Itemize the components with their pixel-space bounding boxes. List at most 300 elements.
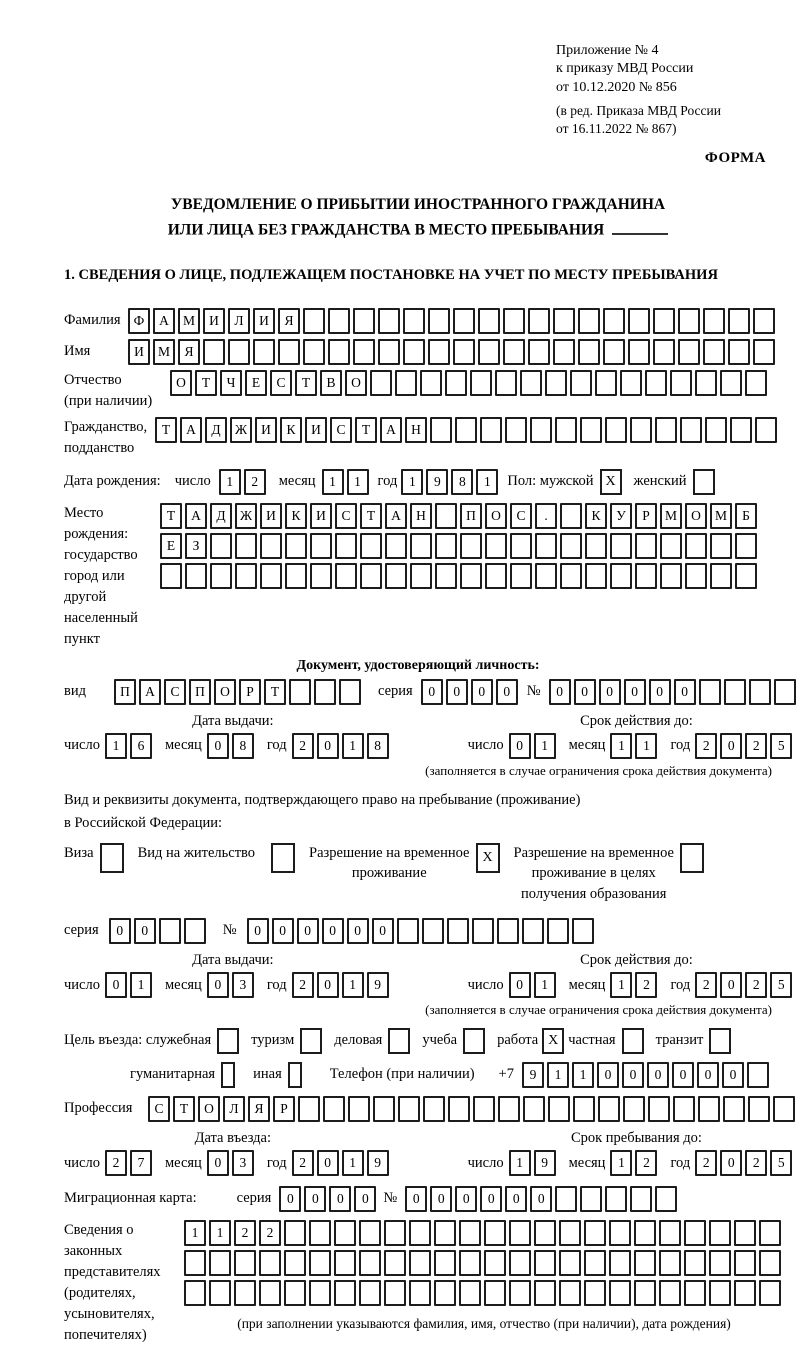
form-cell[interactable] [709,1280,731,1306]
form-cell[interactable]: И [260,503,282,529]
form-cell[interactable] [185,563,207,589]
form-cell[interactable] [259,1280,281,1306]
form-cell[interactable] [573,1096,595,1122]
form-cell[interactable]: Ф [128,308,150,334]
form-cell[interactable]: И [203,308,225,334]
form-cell[interactable]: 9 [367,1150,389,1176]
form-cell[interactable]: 0 [530,1186,552,1212]
form-cell[interactable] [428,308,450,334]
form-cell[interactable]: 0 [207,972,229,998]
purpose-study-checkbox[interactable] [463,1028,485,1054]
form-cell[interactable] [673,1096,695,1122]
form-cell[interactable] [753,339,775,365]
form-cell[interactable]: С [330,417,352,443]
form-cell[interactable]: 2 [745,733,767,759]
form-cell[interactable]: 5 [770,1150,792,1176]
form-cell[interactable] [628,308,650,334]
form-cell[interactable] [359,1220,381,1246]
form-cell[interactable] [655,417,677,443]
form-cell[interactable]: 2 [292,1150,314,1176]
form-cell[interactable]: Б [735,503,757,529]
form-cell[interactable]: И [128,339,150,365]
form-cell[interactable] [634,1250,656,1276]
form-cell[interactable] [699,679,721,705]
form-cell[interactable]: 1 [534,972,556,998]
form-cell[interactable]: 1 [347,469,369,495]
form-cell[interactable]: 0 [405,1186,427,1212]
form-cell[interactable] [653,308,675,334]
form-cell[interactable] [497,918,519,944]
form-cell[interactable] [584,1220,606,1246]
form-cell[interactable] [720,370,742,396]
form-cell[interactable]: Р [273,1096,295,1122]
form-cell[interactable] [484,1250,506,1276]
form-cell[interactable]: 0 [421,679,443,705]
form-cell[interactable]: 1 [184,1220,206,1246]
form-cell[interactable] [353,339,375,365]
form-cell[interactable] [409,1280,431,1306]
form-cell[interactable]: 0 [720,972,742,998]
form-cell[interactable] [484,1280,506,1306]
form-cell[interactable] [309,1220,331,1246]
form-cell[interactable]: 2 [745,972,767,998]
form-cell[interactable] [373,1096,395,1122]
form-cell[interactable] [535,563,557,589]
form-cell[interactable] [559,1220,581,1246]
form-cell[interactable] [310,533,332,559]
form-cell[interactable]: И [310,503,332,529]
form-cell[interactable] [753,308,775,334]
form-cell[interactable] [659,1220,681,1246]
form-cell[interactable] [635,533,657,559]
form-cell[interactable] [434,1250,456,1276]
form-cell[interactable] [634,1220,656,1246]
form-cell[interactable] [472,918,494,944]
form-cell[interactable] [659,1280,681,1306]
form-cell[interactable] [509,1250,531,1276]
form-cell[interactable]: А [139,679,161,705]
form-cell[interactable]: С [510,503,532,529]
form-cell[interactable]: Д [210,503,232,529]
form-cell[interactable] [522,918,544,944]
form-cell[interactable] [580,417,602,443]
form-cell[interactable] [403,339,425,365]
form-cell[interactable] [630,1186,652,1212]
form-cell[interactable] [209,1280,231,1306]
form-cell[interactable] [210,533,232,559]
form-cell[interactable]: И [305,417,327,443]
form-cell[interactable] [584,1250,606,1276]
form-cell[interactable] [747,1062,769,1088]
form-cell[interactable] [335,563,357,589]
form-cell[interactable]: А [380,417,402,443]
form-cell[interactable]: 8 [451,469,473,495]
form-cell[interactable] [572,918,594,944]
form-cell[interactable] [555,417,577,443]
form-cell[interactable] [709,1220,731,1246]
form-cell[interactable] [703,339,725,365]
form-cell[interactable]: Ж [235,503,257,529]
form-cell[interactable]: Я [278,308,300,334]
form-cell[interactable]: Я [248,1096,270,1122]
form-cell[interactable] [353,308,375,334]
form-cell[interactable]: 0 [109,918,131,944]
form-cell[interactable]: О [685,503,707,529]
form-cell[interactable]: 1 [342,972,364,998]
form-cell[interactable]: Н [410,503,432,529]
form-cell[interactable] [655,1186,677,1212]
form-cell[interactable]: 2 [635,972,657,998]
form-cell[interactable] [678,339,700,365]
form-cell[interactable]: 0 [329,1186,351,1212]
form-cell[interactable] [528,339,550,365]
form-cell[interactable] [378,308,400,334]
form-cell[interactable] [334,1220,356,1246]
form-cell[interactable] [635,563,657,589]
form-cell[interactable]: Н [405,417,427,443]
form-cell[interactable] [460,563,482,589]
form-cell[interactable] [685,533,707,559]
form-cell[interactable] [460,533,482,559]
form-cell[interactable]: 8 [232,733,254,759]
form-cell[interactable]: 1 [547,1062,569,1088]
form-cell[interactable] [735,563,757,589]
form-cell[interactable] [585,533,607,559]
form-cell[interactable] [759,1220,781,1246]
form-cell[interactable] [685,563,707,589]
form-cell[interactable] [684,1250,706,1276]
form-cell[interactable] [459,1250,481,1276]
form-cell[interactable] [385,533,407,559]
form-cell[interactable]: 0 [272,918,294,944]
form-cell[interactable]: 1 [534,733,556,759]
form-cell[interactable] [755,417,777,443]
form-cell[interactable] [730,417,752,443]
form-cell[interactable] [284,1250,306,1276]
form-cell[interactable] [520,370,542,396]
form-cell[interactable] [555,1186,577,1212]
form-cell[interactable]: 0 [134,918,156,944]
form-cell[interactable]: 0 [471,679,493,705]
form-cell[interactable] [303,308,325,334]
form-cell[interactable]: 0 [509,972,531,998]
form-cell[interactable] [695,370,717,396]
form-cell[interactable] [684,1280,706,1306]
form-cell[interactable] [260,563,282,589]
form-cell[interactable] [684,1220,706,1246]
form-cell[interactable]: 0 [372,918,394,944]
form-cell[interactable]: 8 [367,733,389,759]
form-cell[interactable]: С [148,1096,170,1122]
form-cell[interactable] [435,533,457,559]
form-cell[interactable]: П [114,679,136,705]
purpose-tourism-checkbox[interactable] [300,1028,322,1054]
form-cell[interactable]: 1 [610,1150,632,1176]
form-cell[interactable] [710,533,732,559]
form-cell[interactable]: 7 [130,1150,152,1176]
form-cell[interactable]: О [485,503,507,529]
form-cell[interactable] [335,533,357,559]
form-cell[interactable] [610,563,632,589]
form-cell[interactable] [773,1096,795,1122]
form-cell[interactable] [285,533,307,559]
form-cell[interactable] [680,417,702,443]
form-cell[interactable] [323,1096,345,1122]
form-cell[interactable] [749,679,771,705]
form-cell[interactable] [634,1280,656,1306]
form-cell[interactable] [453,339,475,365]
form-cell[interactable] [495,370,517,396]
form-cell[interactable]: 2 [695,1150,717,1176]
form-cell[interactable] [485,533,507,559]
form-cell[interactable] [510,533,532,559]
form-cell[interactable] [605,1186,627,1212]
form-cell[interactable]: 1 [322,469,344,495]
form-cell[interactable] [670,370,692,396]
form-cell[interactable]: Е [160,533,182,559]
form-cell[interactable] [428,339,450,365]
form-cell[interactable]: М [178,308,200,334]
form-cell[interactable]: 2 [292,972,314,998]
form-cell[interactable]: 0 [720,733,742,759]
form-cell[interactable] [553,308,575,334]
form-cell[interactable]: 0 [207,1150,229,1176]
form-cell[interactable]: О [345,370,367,396]
form-cell[interactable]: Т [173,1096,195,1122]
form-cell[interactable] [234,1250,256,1276]
form-cell[interactable] [470,370,492,396]
form-cell[interactable] [728,308,750,334]
temp-permit-checkbox[interactable]: X [476,843,500,873]
form-cell[interactable] [395,370,417,396]
form-cell[interactable]: 0 [574,679,596,705]
form-cell[interactable] [309,1250,331,1276]
form-cell[interactable]: И [253,308,275,334]
form-cell[interactable]: К [280,417,302,443]
form-cell[interactable] [705,417,727,443]
form-cell[interactable]: 0 [317,972,339,998]
form-cell[interactable] [159,918,181,944]
form-cell[interactable] [628,339,650,365]
form-cell[interactable]: Т [160,503,182,529]
form-cell[interactable] [314,679,336,705]
form-cell[interactable] [253,339,275,365]
form-cell[interactable]: 1 [219,469,241,495]
form-cell[interactable] [759,1280,781,1306]
form-cell[interactable]: 2 [695,733,717,759]
form-cell[interactable]: 2 [259,1220,281,1246]
form-cell[interactable] [409,1220,431,1246]
form-cell[interactable] [548,1096,570,1122]
form-cell[interactable] [498,1096,520,1122]
form-cell[interactable] [734,1220,756,1246]
form-cell[interactable]: 1 [610,972,632,998]
form-cell[interactable] [298,1096,320,1122]
form-cell[interactable] [560,563,582,589]
form-cell[interactable]: . [535,503,557,529]
form-cell[interactable] [423,1096,445,1122]
form-cell[interactable]: 2 [244,469,266,495]
form-cell[interactable]: А [153,308,175,334]
form-cell[interactable] [184,1280,206,1306]
purpose-transit-checkbox[interactable] [709,1028,731,1054]
form-cell[interactable] [235,563,257,589]
form-cell[interactable]: 2 [695,972,717,998]
form-cell[interactable] [328,339,350,365]
form-cell[interactable] [610,533,632,559]
form-cell[interactable] [478,339,500,365]
form-cell[interactable]: 1 [130,972,152,998]
form-cell[interactable] [480,417,502,443]
form-cell[interactable] [384,1250,406,1276]
form-cell[interactable] [653,339,675,365]
form-cell[interactable]: 0 [322,918,344,944]
form-cell[interactable]: М [153,339,175,365]
form-cell[interactable]: 0 [354,1186,376,1212]
form-cell[interactable]: 0 [297,918,319,944]
form-cell[interactable] [523,1096,545,1122]
purpose-work-checkbox[interactable]: X [542,1028,564,1054]
form-cell[interactable]: В [320,370,342,396]
form-cell[interactable]: А [185,503,207,529]
form-cell[interactable] [603,308,625,334]
form-cell[interactable] [328,308,350,334]
form-cell[interactable] [385,563,407,589]
form-cell[interactable]: М [710,503,732,529]
form-cell[interactable] [570,370,592,396]
form-cell[interactable] [710,563,732,589]
form-cell[interactable] [410,533,432,559]
form-cell[interactable]: П [189,679,211,705]
form-cell[interactable] [160,563,182,589]
residence-permit-checkbox[interactable] [271,843,295,873]
form-cell[interactable] [759,1250,781,1276]
edu-permit-checkbox[interactable] [680,843,704,873]
form-cell[interactable]: 1 [105,733,127,759]
form-cell[interactable] [585,563,607,589]
form-cell[interactable] [435,503,457,529]
form-cell[interactable] [559,1250,581,1276]
form-cell[interactable] [434,1280,456,1306]
form-cell[interactable] [734,1280,756,1306]
form-cell[interactable]: 0 [247,918,269,944]
form-cell[interactable] [623,1096,645,1122]
form-cell[interactable] [503,339,525,365]
form-cell[interactable] [445,370,467,396]
form-cell[interactable] [370,370,392,396]
form-cell[interactable] [509,1280,531,1306]
form-cell[interactable]: Я [178,339,200,365]
form-cell[interactable]: К [585,503,607,529]
form-cell[interactable]: 0 [279,1186,301,1212]
form-cell[interactable]: 3 [232,972,254,998]
form-cell[interactable]: А [180,417,202,443]
form-cell[interactable] [774,679,796,705]
form-cell[interactable] [359,1250,381,1276]
purpose-other-checkbox[interactable] [288,1062,302,1088]
form-cell[interactable] [384,1280,406,1306]
form-cell[interactable]: 0 [622,1062,644,1088]
form-cell[interactable] [698,1096,720,1122]
form-cell[interactable]: 0 [509,733,531,759]
form-cell[interactable]: Л [228,308,250,334]
form-cell[interactable] [734,1250,756,1276]
form-cell[interactable] [235,533,257,559]
form-cell[interactable] [659,1250,681,1276]
form-cell[interactable]: П [460,503,482,529]
form-cell[interactable] [603,339,625,365]
form-cell[interactable]: Т [295,370,317,396]
form-cell[interactable]: 0 [480,1186,502,1212]
form-cell[interactable] [534,1250,556,1276]
form-cell[interactable]: И [255,417,277,443]
form-cell[interactable]: 1 [209,1220,231,1246]
form-cell[interactable] [580,1186,602,1212]
form-cell[interactable] [660,563,682,589]
form-cell[interactable] [748,1096,770,1122]
form-cell[interactable]: М [660,503,682,529]
form-cell[interactable]: 0 [446,679,468,705]
form-cell[interactable]: Т [155,417,177,443]
form-cell[interactable]: С [164,679,186,705]
form-cell[interactable]: 0 [624,679,646,705]
form-cell[interactable]: О [170,370,192,396]
form-cell[interactable] [547,918,569,944]
form-cell[interactable]: 1 [342,1150,364,1176]
form-cell[interactable] [510,563,532,589]
sex-male-checkbox[interactable]: X [600,469,622,495]
form-cell[interactable]: 2 [234,1220,256,1246]
form-cell[interactable] [378,339,400,365]
form-cell[interactable]: Л [223,1096,245,1122]
purpose-humanitarian-checkbox[interactable] [221,1062,235,1088]
form-cell[interactable] [598,1096,620,1122]
form-cell[interactable]: 9 [426,469,448,495]
form-cell[interactable]: З [185,533,207,559]
form-cell[interactable] [584,1280,606,1306]
form-cell[interactable]: А [385,503,407,529]
form-cell[interactable] [360,533,382,559]
form-cell[interactable] [645,370,667,396]
form-cell[interactable] [384,1220,406,1246]
form-cell[interactable]: 9 [522,1062,544,1088]
form-cell[interactable] [478,308,500,334]
form-cell[interactable]: Е [245,370,267,396]
form-cell[interactable] [397,918,419,944]
form-cell[interactable]: 0 [597,1062,619,1088]
form-cell[interactable] [309,1280,331,1306]
form-cell[interactable] [530,417,552,443]
form-cell[interactable]: 1 [610,733,632,759]
form-cell[interactable] [410,563,432,589]
form-cell[interactable] [289,679,311,705]
form-cell[interactable]: С [335,503,357,529]
form-cell[interactable] [260,533,282,559]
form-cell[interactable]: Р [635,503,657,529]
form-cell[interactable] [605,417,627,443]
form-cell[interactable] [609,1220,631,1246]
form-cell[interactable] [620,370,642,396]
form-cell[interactable] [447,918,469,944]
form-cell[interactable]: 0 [207,733,229,759]
form-cell[interactable] [503,308,525,334]
form-cell[interactable]: О [214,679,236,705]
form-cell[interactable]: 2 [635,1150,657,1176]
form-cell[interactable]: 1 [476,469,498,495]
form-cell[interactable]: 3 [232,1150,254,1176]
form-cell[interactable]: 0 [722,1062,744,1088]
form-cell[interactable]: Ч [220,370,242,396]
